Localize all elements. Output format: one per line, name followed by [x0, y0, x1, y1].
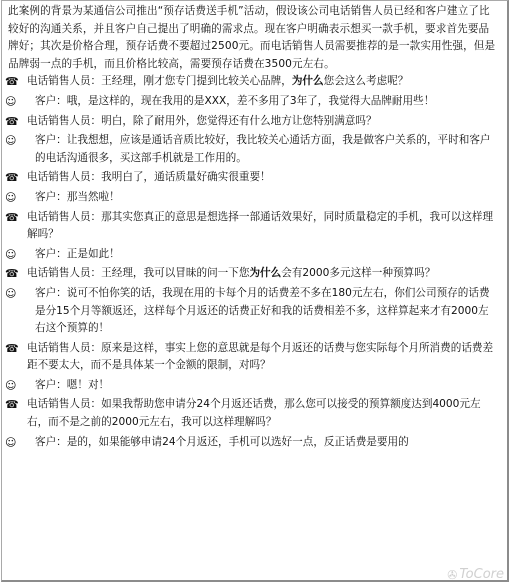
- utterance: 王经理，刚才您专门提到比较关心品牌，: [101, 75, 292, 88]
- dialogue-line: [2, 396, 507, 431]
- utterance: 王经理，我可以冒昧的问一下您: [101, 267, 250, 280]
- utterance: 哦，是这样的，现在我用的是XXX，差不多用了3年了，我觉得大品牌耐用些！: [66, 94, 435, 107]
- telephone-icon: ☎: [5, 210, 19, 224]
- dialogue-line: [2, 246, 507, 264]
- telephone-icon: ☎: [5, 114, 19, 128]
- speaker-label: 客户：: [35, 435, 67, 448]
- dialogue-text: [23, 73, 499, 91]
- dialogue-line: [2, 377, 507, 395]
- smiley-icon: ☺: [5, 190, 17, 204]
- telephone-icon: ☎: [5, 267, 19, 281]
- speaker-label: 电话销售人员：: [27, 171, 102, 184]
- dialogue-text: [23, 265, 499, 283]
- dialogue-line: [2, 93, 507, 111]
- smiley-icon: ☺: [5, 94, 17, 108]
- dialogue-line: [2, 169, 507, 187]
- dialogue-text: [23, 434, 499, 452]
- dialogue-text: [23, 93, 499, 111]
- telephone-icon: ☎: [5, 398, 19, 412]
- utterance: 那其实您真正的意思是想选择一部通话效果好，同时质量稳定的手机，我可以这样理解吗？: [27, 210, 494, 241]
- smiley-icon: ☺: [5, 247, 17, 261]
- dialogue-line: [2, 113, 507, 131]
- utterance: 嗯！对！: [66, 378, 110, 391]
- smiley-icon: ☺: [5, 286, 17, 300]
- dialogue-text: [23, 340, 499, 375]
- dialogue-text: [23, 132, 499, 167]
- dialogue-text: [23, 396, 499, 431]
- speaker-label: 电话销售人员：: [27, 341, 102, 354]
- dialogue-text: [23, 285, 499, 338]
- utterance: 那当然啦！: [66, 190, 120, 203]
- dialogue-line: [2, 434, 507, 452]
- utterance: 我明白了，通话质量好确实很重要！: [101, 171, 271, 184]
- dialogue-line: [2, 189, 507, 207]
- dialogue-text: [23, 377, 499, 395]
- utterance: 原来是这样，事实上您的意思就是每个月返还的话费与您实际每个月所消费的话费差距不要太大，而不是具体某一个金额的限制，对吗？: [27, 341, 494, 372]
- dialogue-line: [2, 340, 507, 375]
- smiley-icon: ☺: [5, 435, 17, 449]
- dialogue-text: [23, 189, 499, 207]
- speaker-label: 客户：: [35, 190, 67, 203]
- speaker-label: 电话销售人员：: [27, 267, 102, 280]
- emphasis: 为什么: [291, 75, 324, 88]
- utterance: 让我想想，应该是通话音质比较好，我比较关心通话方面，我是做客户关系的，平时和客户的电话沟通很多，买这部手机就是工作用的。: [35, 134, 491, 164]
- dialogue-line: [2, 285, 507, 338]
- smiley-icon: ☺: [5, 378, 17, 392]
- speaker-label: 电话销售人员：: [27, 114, 102, 127]
- emphasis: 为什么: [249, 267, 282, 280]
- dialogue-text: [23, 209, 499, 244]
- dialogue-text: [23, 113, 499, 131]
- smiley-icon: ☺: [5, 134, 17, 148]
- watermark-text: ToCore: [459, 567, 504, 582]
- wechat-icon: ✇: [447, 567, 458, 582]
- utterance-continued: 您会这么考虑呢？: [323, 75, 409, 88]
- dialogue-line: [2, 265, 507, 283]
- dialogue-line: [2, 132, 507, 167]
- telephone-icon: ☎: [5, 75, 19, 89]
- speaker-label: 电话销售人员：: [27, 398, 102, 411]
- speaker-label: 客户：: [35, 247, 67, 260]
- telephone-icon: ☎: [5, 341, 19, 355]
- document-frame: [1, 0, 509, 582]
- speaker-label: 客户：: [35, 286, 67, 299]
- speaker-label: 客户：: [35, 378, 67, 391]
- dialogue-list: [2, 73, 507, 451]
- intro-paragraph: 此案例的背景为某通信公司推出“预存话费送手机”活动，假设该公司电话销售人员已经和客户建立了比较好的沟通关系，并且客户自己提出了明确的需求点。现在客户明确表示想买一款手机，要求首先要品牌好；其次是价格合理，预存话费不要超过2500元。而电话销售人员需要推荐的是一款实用性强，但是品牌弱一点的手机，而且价格比较高，需要预存话费在3500元左右。: [8, 5, 496, 70]
- telephone-icon: ☎: [5, 171, 19, 185]
- utterance-continued: 会有2000多元这样一种预算吗？: [281, 267, 436, 280]
- utterance: 说可不怕你笑的话，我现在用的卡每个月的话费差不多在180元左右，你们公司预存的话费是分15个月等额返还，这样每个月返还的话费正好和我的话费相差不多，这样算起来才有2000左右这个预算的！: [35, 286, 490, 335]
- watermark: [447, 567, 504, 582]
- dialogue-line: [2, 209, 507, 244]
- speaker-label: 电话销售人员：: [27, 210, 102, 223]
- dialogue-text: [23, 169, 499, 187]
- utterance: 如果我帮助您申请分24个月返还话费，那么您可以接受的预算额度达到4000元左右，而不是之前的2000元左右，我可以这样理解吗？: [27, 398, 481, 429]
- utterance: 正是如此！: [66, 247, 120, 260]
- dialogue-text: [23, 246, 499, 264]
- speaker-label: 电话销售人员：: [27, 75, 102, 88]
- speaker-label: 客户：: [35, 94, 67, 107]
- dialogue-line: [2, 73, 507, 91]
- utterance: 是的，如果能够申请24个月返还，手机可以选好一点，反正话费是要用的: [66, 435, 409, 448]
- utterance: 明白，除了耐用外，您觉得还有什么地方让您特别满意吗？: [101, 114, 377, 127]
- speaker-label: 客户：: [35, 134, 67, 147]
